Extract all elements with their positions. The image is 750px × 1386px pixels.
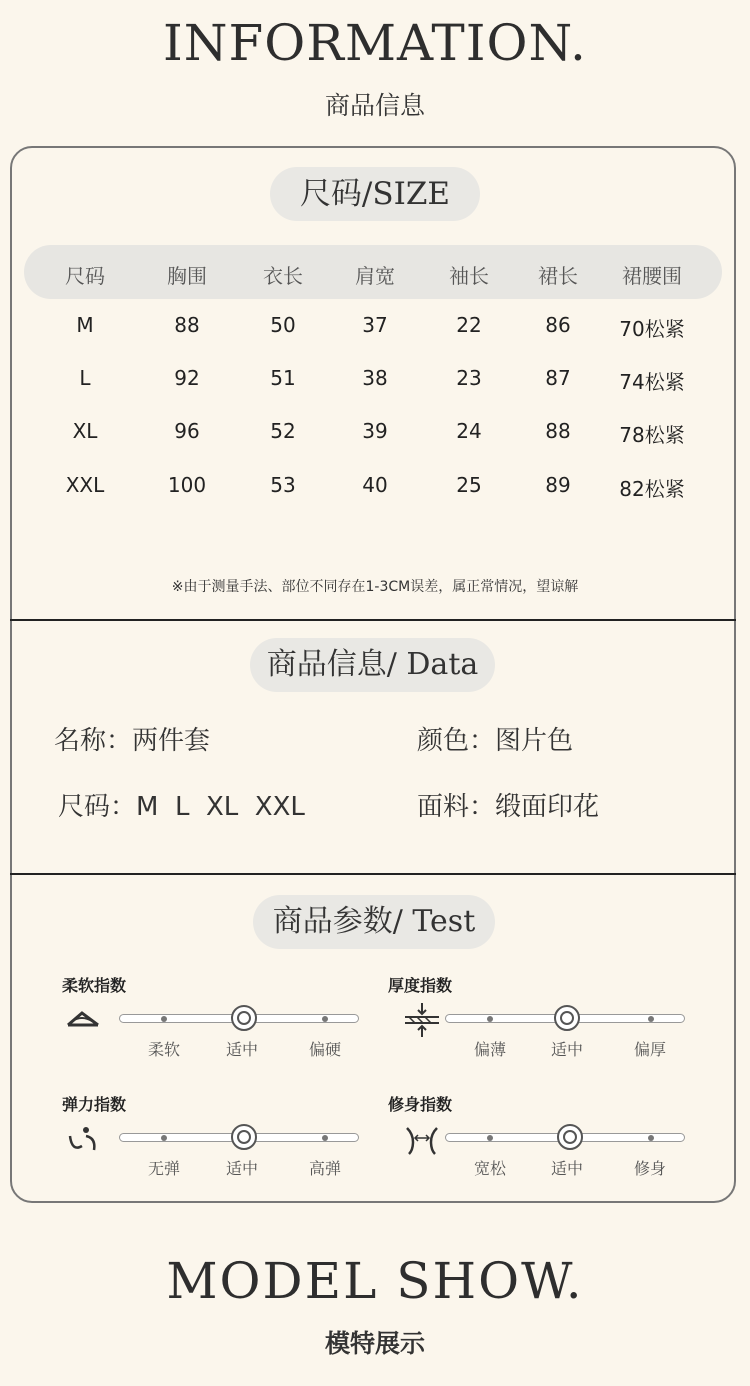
column-header: 裙腰围 (622, 264, 682, 288)
table-cell: 78松紧 (619, 423, 685, 447)
table-cell: 23 (456, 366, 482, 390)
param-label: 修身指数 (388, 1095, 453, 1114)
slider-knob (557, 1124, 583, 1150)
table-cell: 40 (362, 473, 388, 497)
table-cell: 22 (456, 313, 482, 337)
slider-dot (161, 1135, 167, 1141)
column-header: 衣长 (263, 264, 303, 288)
tick-label: 适中 (550, 1040, 583, 1059)
table-cell: 88 (174, 313, 200, 337)
tick-label: 无弹 (147, 1159, 180, 1178)
table-cell: 70松紧 (619, 317, 685, 341)
table-cell: 53 (270, 473, 296, 497)
table-cell: 82松紧 (619, 477, 685, 501)
table-cell: 87 (545, 366, 571, 390)
size-pill (270, 167, 480, 221)
table-cell: 38 (362, 366, 388, 390)
column-header: 肩宽 (355, 264, 395, 288)
section-divider (10, 619, 736, 621)
table-cell: 50 (270, 313, 296, 337)
section-divider (10, 873, 736, 875)
thickness-icon (403, 1001, 441, 1039)
size-pill-label: 尺码/SIZE (299, 176, 451, 212)
slider-dot (648, 1016, 654, 1022)
table-cell: 37 (362, 313, 388, 337)
tick-label: 适中 (225, 1040, 258, 1059)
model-show-title: MODEL SHOW. (166, 1252, 584, 1310)
param-label: 弹力指数 (62, 1095, 127, 1114)
product-color: 颜色：图片色 (417, 726, 574, 756)
table-cell: 96 (174, 419, 200, 443)
model-show-subtitle: 模特展示 (324, 1329, 425, 1358)
test-pill-label: 商品参数/ Test (272, 904, 476, 939)
param-label: 柔软指数 (62, 976, 127, 995)
table-cell: 24 (456, 419, 482, 443)
elasticity-icon (64, 1120, 102, 1158)
table-cell: 88 (545, 419, 571, 443)
table-cell: 89 (545, 473, 571, 497)
tick-label: 偏厚 (633, 1040, 666, 1059)
tick-label: 偏硬 (308, 1040, 341, 1059)
data-pill-label: 商品信息/ Data (266, 647, 479, 682)
test-pill (253, 895, 495, 949)
slider-dot (322, 1135, 328, 1141)
column-header: 裙长 (538, 264, 578, 288)
information-subtitle: 商品信息 (324, 91, 425, 120)
data-pill (250, 638, 495, 692)
column-header: 袖长 (449, 264, 489, 288)
information-title: INFORMATION. (163, 14, 587, 72)
fit-icon (403, 1120, 441, 1158)
slider-knob (231, 1005, 257, 1031)
measurement-note: ※由于测量手法、部位不同存在1-3CM误差，属正常情况，望谅解 (171, 579, 579, 595)
table-cell: 74松紧 (619, 370, 685, 394)
table-cell: 100 (167, 473, 207, 497)
column-header: 胸围 (167, 264, 207, 288)
tick-label: 适中 (225, 1159, 258, 1178)
table-cell: L (79, 366, 91, 390)
table-cell: 25 (456, 473, 482, 497)
tick-label: 柔软 (147, 1040, 180, 1059)
slider-knob (554, 1005, 580, 1031)
tick-label: 高弹 (308, 1159, 341, 1178)
tick-label: 修身 (633, 1159, 666, 1178)
tick-label: 适中 (550, 1159, 583, 1178)
table-cell: XL (72, 419, 98, 443)
slider-dot (487, 1016, 493, 1022)
tick-label: 宽松 (473, 1159, 506, 1178)
product-fabric: 面料：缎面印花 (417, 792, 600, 822)
slider-knob (231, 1124, 257, 1150)
tick-label: 偏薄 (473, 1040, 506, 1059)
product-name: 名称：两件套 (54, 726, 211, 756)
table-cell: 51 (270, 366, 296, 390)
table-cell: 86 (545, 313, 571, 337)
table-cell: 39 (362, 419, 388, 443)
column-header: 尺码 (65, 264, 105, 288)
param-label: 厚度指数 (388, 976, 453, 995)
table-cell: XXL (65, 473, 105, 497)
table-cell: 92 (174, 366, 200, 390)
table-cell: 52 (270, 419, 296, 443)
product-size: 尺码：M L XL XXL (58, 792, 305, 822)
slider-dot (648, 1135, 654, 1141)
table-cell: M (76, 313, 94, 337)
softness-icon (64, 1001, 102, 1039)
slider-dot (487, 1135, 493, 1141)
slider-dot (322, 1016, 328, 1022)
slider-dot (161, 1016, 167, 1022)
